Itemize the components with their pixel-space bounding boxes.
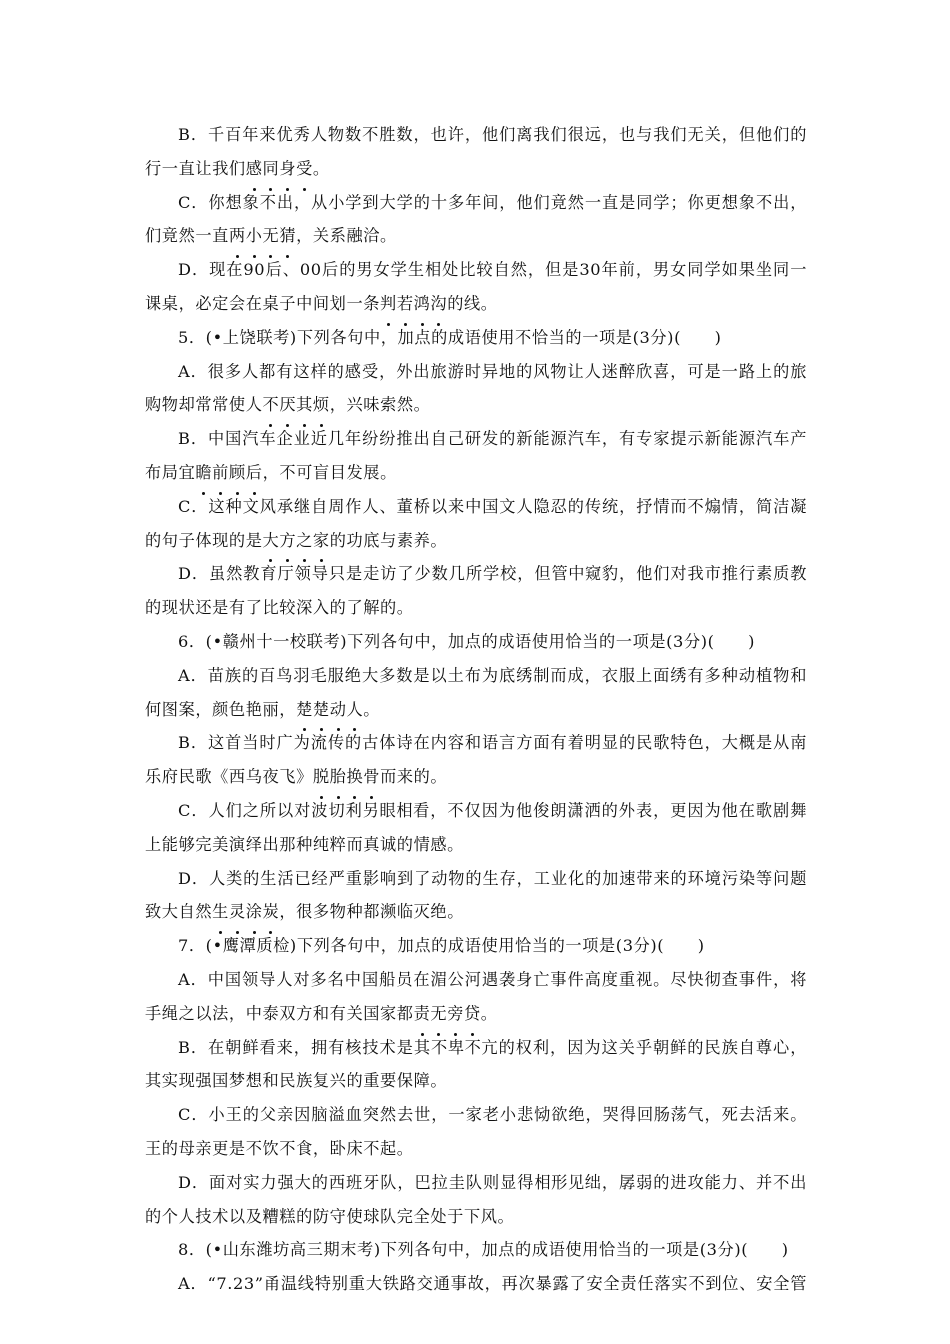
text-line (145, 726, 807, 760)
text-run: 其实现强国梦想和民族复兴的重要保障。 (145, 1071, 448, 1091)
text-line (145, 388, 807, 422)
text-line (145, 1064, 807, 1098)
text-run: 的现状还是有了比较深入的了解的。 (145, 598, 414, 618)
text-run: 何图案，颜色艳丽， (145, 699, 297, 719)
text-line (145, 895, 807, 929)
emphasized-idiom: 不厌其烦 (263, 395, 330, 414)
emphasized-idiom: 大方之家 (263, 531, 330, 550)
text-run: 。 (363, 699, 381, 719)
emphasized-idiom: 脱胎换骨 (313, 767, 380, 786)
text-run: 5．(•上饶联考)下列各句中，加点的成语使用不恰当的一项是(3分)( ) (178, 327, 722, 347)
text-run: 布局宜 (145, 462, 196, 482)
text-line (145, 186, 807, 220)
text-line (145, 557, 807, 591)
text-run: 行一直让我们 (145, 158, 246, 178)
text-line (145, 625, 807, 659)
text-run: 手绳之以法，中泰双方和有关国家都 (145, 1003, 414, 1023)
text-line (145, 1132, 807, 1166)
text-run: 。 (480, 1003, 498, 1023)
text-run: ，很多物种都濒临灭绝。 (279, 902, 465, 922)
text-run: B．中国汽车企业近几年纷纷推出自己研发的新能源汽车，有专家提示新能源汽车产 (178, 429, 807, 449)
emphasized-idiom: 责无旁贷 (414, 1004, 481, 1023)
text-line (145, 963, 807, 997)
emphasized-idiom: 两小无猜 (229, 226, 296, 245)
text-line (145, 422, 807, 456)
text-line (145, 1166, 807, 1200)
text-run: 8．(•山东潍坊高三期末考)下列各句中，加点的成语使用恰当的一项是(3分)( ) (178, 1240, 789, 1260)
text-run: 的个人技术以及糟糕的防守使球队完全处于下风。 (145, 1206, 515, 1226)
text-line (145, 794, 807, 828)
emphasized-idiom: 楚楚动人 (296, 700, 363, 719)
text-run: D．虽然教育厅领导只是走访了少数几所学校，但 (178, 564, 552, 584)
text-run: A．中国领导人对多名中国船员在湄公河遇袭身亡事件高度重视。尽快彻查事件，将 (178, 969, 807, 989)
text-run: 7．(•鹰潭质检)下列各句中，加点的成语使用恰当的一项是(3分)( ) (178, 936, 705, 956)
text-run: A．“7.23”甬温线特别重大铁路交通事故，再次暴露了安全责任落实不到位、安全管 (178, 1274, 807, 1294)
emphasized-idiom: 生灵涂炭 (212, 902, 279, 921)
text-line (145, 490, 807, 524)
emphasized-idiom: 另眼相看 (363, 801, 430, 820)
text-run: 6．(•赣州十一校联考)下列各句中，加点的成语使用恰当的一项是(3分)( ) (178, 631, 756, 651)
text-run: ，死去活来。 (704, 1105, 807, 1125)
text-run: D．面对实力强大的西班牙队，巴拉圭队则显得 (178, 1172, 535, 1192)
text-line (145, 828, 807, 862)
text-line (145, 591, 807, 625)
text-run: A．很多人都有这样的感受，外出旅游时异地的风物让人迷醉欣喜，可是一路上的旅 (178, 361, 807, 381)
text-run: ，兴味索然。 (329, 395, 431, 415)
text-run: C．人们之所以对波切利 (178, 800, 363, 820)
text-run: 们竟然一直 (145, 226, 229, 246)
text-run: 的权利，因为这关乎朝鲜的民族自尊心， (498, 1037, 807, 1057)
text-run: 。 (312, 158, 330, 178)
text-line (145, 1233, 807, 1267)
text-run: C．小王的父亲因脑溢血突然去世，一家老小悲恸欲绝，哭得 (178, 1105, 637, 1125)
text-run: 购物却常常使人 (145, 395, 263, 415)
text-line (145, 997, 807, 1031)
text-run: 致大自然 (145, 902, 213, 922)
text-line (145, 321, 807, 355)
text-line (145, 1098, 807, 1132)
text-line (145, 693, 807, 727)
emphasized-idiom: 不卑不亢 (431, 1038, 498, 1057)
text-run: 的功底与素养。 (329, 530, 448, 550)
text-run: C．这种文风承继自周作人、董桥以来中国文人隐忍的传统，抒情而不煽情，简洁凝 (178, 496, 807, 516)
text-run: 而来的。 (380, 767, 448, 787)
text-run: D．现在90后、00后的男女学生相处比较自然，但是30年前，男女同学如果坐同一 (178, 260, 807, 280)
text-run: ，孱弱的进攻能力、并不出 (601, 1172, 807, 1192)
text-run: ，不仅因为他俊朗潇洒的外表，更因为他在歌剧舞 (429, 800, 807, 820)
text-line (145, 1267, 807, 1301)
text-line (145, 929, 807, 963)
emphasized-idiom: 回肠荡气 (637, 1105, 704, 1124)
text-line (145, 862, 807, 896)
text-line (145, 659, 807, 693)
emphasized-idiom: 管中窥豹 (551, 564, 618, 583)
text-run: 课桌，必定会在桌子中间划一条 (145, 293, 381, 313)
text-line (145, 456, 807, 490)
text-run: C．你想象不出，从小学到大学的十多年间，他们竟然一直是同学；你更想象不出， (178, 192, 807, 212)
text-run: ，关系融洽。 (296, 226, 397, 246)
text-run: B．在朝鲜看来，拥有核技术是其 (178, 1037, 432, 1057)
text-line (145, 253, 807, 287)
text-run: 乐府民歌《西乌夜飞》 (145, 767, 313, 787)
text-line (145, 118, 807, 152)
text-line (145, 355, 807, 389)
text-run: ，不可盲目发展。 (262, 462, 397, 482)
emphasized-idiom: 判若鸿沟 (380, 294, 447, 313)
text-line (145, 287, 807, 321)
document-page (145, 118, 807, 1301)
emphasized-idiom: 感同身受 (246, 159, 313, 178)
text-run: ，他们对我市推行素质教 (618, 564, 807, 584)
text-run: 的线。 (447, 293, 498, 313)
text-run: A．苗族的百鸟羽毛服绝大多数是以土布为底绣制而成，衣服上面绣有多种动植物和 (178, 665, 807, 685)
text-line (145, 1031, 807, 1065)
text-run: B．这首当时广为流传的古体诗在内容和语言方面有着明显的民歌特色，大概是从南 (178, 733, 807, 753)
emphasized-idiom: 瞻前顾后 (195, 463, 262, 482)
text-line (145, 524, 807, 558)
text-line (145, 152, 807, 186)
text-run: B．千百年来优秀人物数不胜数，也许，他们离我们很远，也与我们无关，但他们的 (178, 125, 807, 144)
text-run: 的句子体现的是 (145, 530, 263, 550)
text-run: 上能够完美演绎出那种纯粹而真诚的情感。 (145, 834, 464, 854)
text-line (145, 219, 807, 253)
text-line (145, 760, 807, 794)
text-run: D．人类的生活已经严重影响到了动物的生存，工业化的加速带来的环境污染等问题 (178, 868, 807, 888)
text-line (145, 1200, 807, 1234)
emphasized-idiom: 相形见绌 (534, 1173, 601, 1192)
text-run: 王的母亲更是不饮不食，卧床不起。 (145, 1138, 414, 1158)
